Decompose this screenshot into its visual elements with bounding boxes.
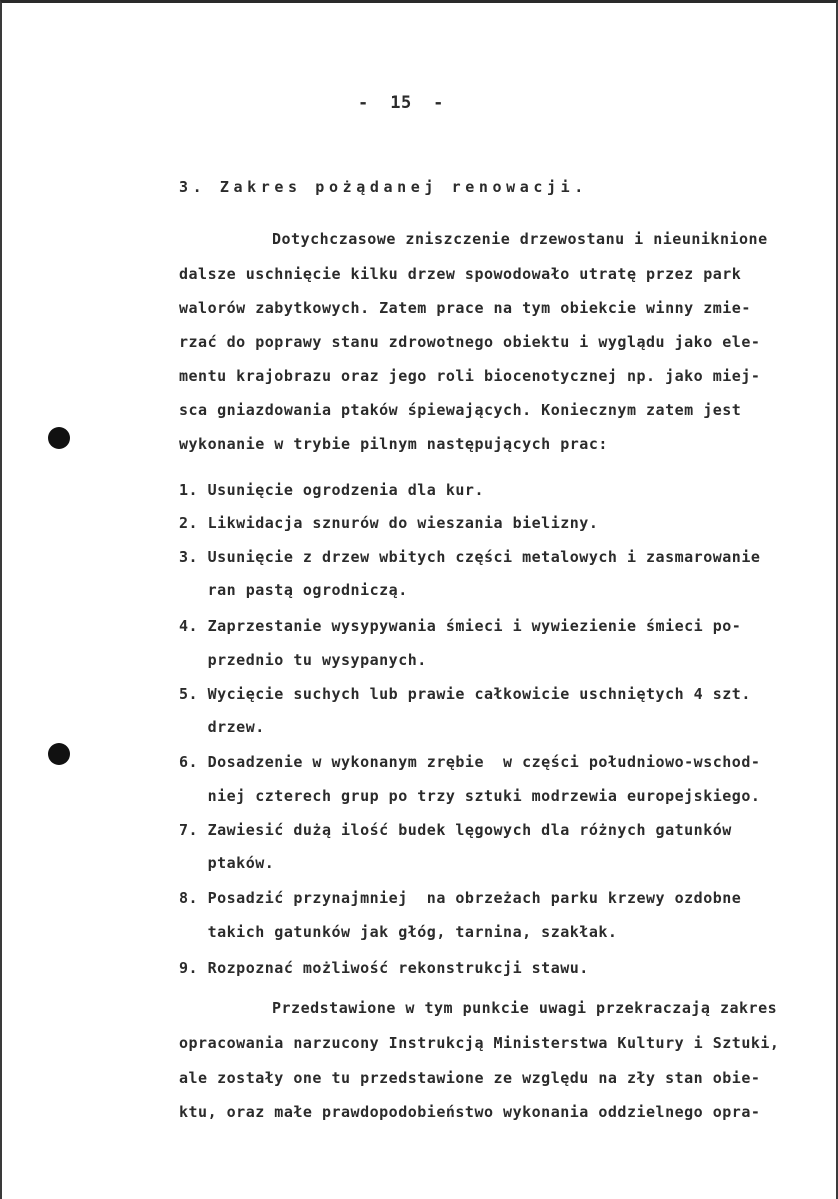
intro-line: rzać do poprawy stanu zdrowotnego obiektu i wyglądu jako ele- xyxy=(179,333,761,351)
list-item-continuation: ran pastą ogrodniczą. xyxy=(179,581,408,599)
closing-line: opracowania narzucony Instrukcją Ministerstwa Kultury i Sztuki, xyxy=(179,1034,780,1052)
list-item: 3. Usunięcie z drzew wbitych części metalowych i zasmarowanie xyxy=(179,548,761,566)
punch-hole xyxy=(48,743,70,765)
list-item: 8. Posadzić przynajmniej na obrzeżach parku krzewy ozdobne xyxy=(179,889,742,907)
closing-line: ktu, oraz małe prawdopodobieństwo wykonania oddzielnego opra- xyxy=(179,1103,761,1121)
list-item-continuation: ptaków. xyxy=(179,854,275,872)
list-item: 7. Zawiesić dużą ilość budek lęgowych dla różnych gatunków xyxy=(179,821,732,839)
closing-line: ale zostały one tu przedstawione ze względu na zły stan obie- xyxy=(179,1069,761,1087)
list-item: 5. Wycięcie suchych lub prawie całkowicie uschniętych 4 szt. xyxy=(179,685,751,703)
list-item-continuation: niej czterech grup po trzy sztuki modrzewia europejskiego. xyxy=(179,787,761,805)
section-heading: 3. Zakres pożądanej renowacji. xyxy=(179,178,588,196)
list-item: 9. Rozpoznać możliwość rekonstrukcji stawu. xyxy=(179,959,589,977)
punch-hole xyxy=(48,427,70,449)
list-item: 2. Likwidacja sznurów do wieszania bielizny. xyxy=(179,514,599,532)
intro-line: wykonanie w trybie pilnym następujących prac: xyxy=(179,435,608,453)
list-item-continuation: takich gatunków jak głóg, tarnina, szakłak. xyxy=(179,923,618,941)
intro-line: Dotychczasowe zniszczenie drzewostanu i nieuniknione xyxy=(272,230,768,248)
intro-line: dalsze uschnięcie kilku drzew spowodowało utratę przez park xyxy=(179,265,742,283)
intro-line: mentu krajobrazu oraz jego roli biocenotycznej np. jako miej- xyxy=(179,367,761,385)
list-item-continuation: drzew. xyxy=(179,718,265,736)
closing-line: Przedstawione w tym punkcie uwagi przekraczają zakres xyxy=(272,999,778,1017)
list-item: 4. Zaprzestanie wysypywania śmieci i wywiezienie śmieci po- xyxy=(179,617,742,635)
list-item: 1. Usunięcie ogrodzenia dla kur. xyxy=(179,481,484,499)
list-item: 6. Dosadzenie w wykonanym zrębie w części południowo-wschod- xyxy=(179,753,761,771)
intro-line: walorów zabytkowych. Zatem prace na tym obiekcie winny zmie- xyxy=(179,299,751,317)
intro-line: sca gniazdowania ptaków śpiewających. Koniecznym zatem jest xyxy=(179,401,742,419)
page-number: - 15 - xyxy=(358,93,444,113)
list-item-continuation: przednio tu wysypanych. xyxy=(179,651,427,669)
